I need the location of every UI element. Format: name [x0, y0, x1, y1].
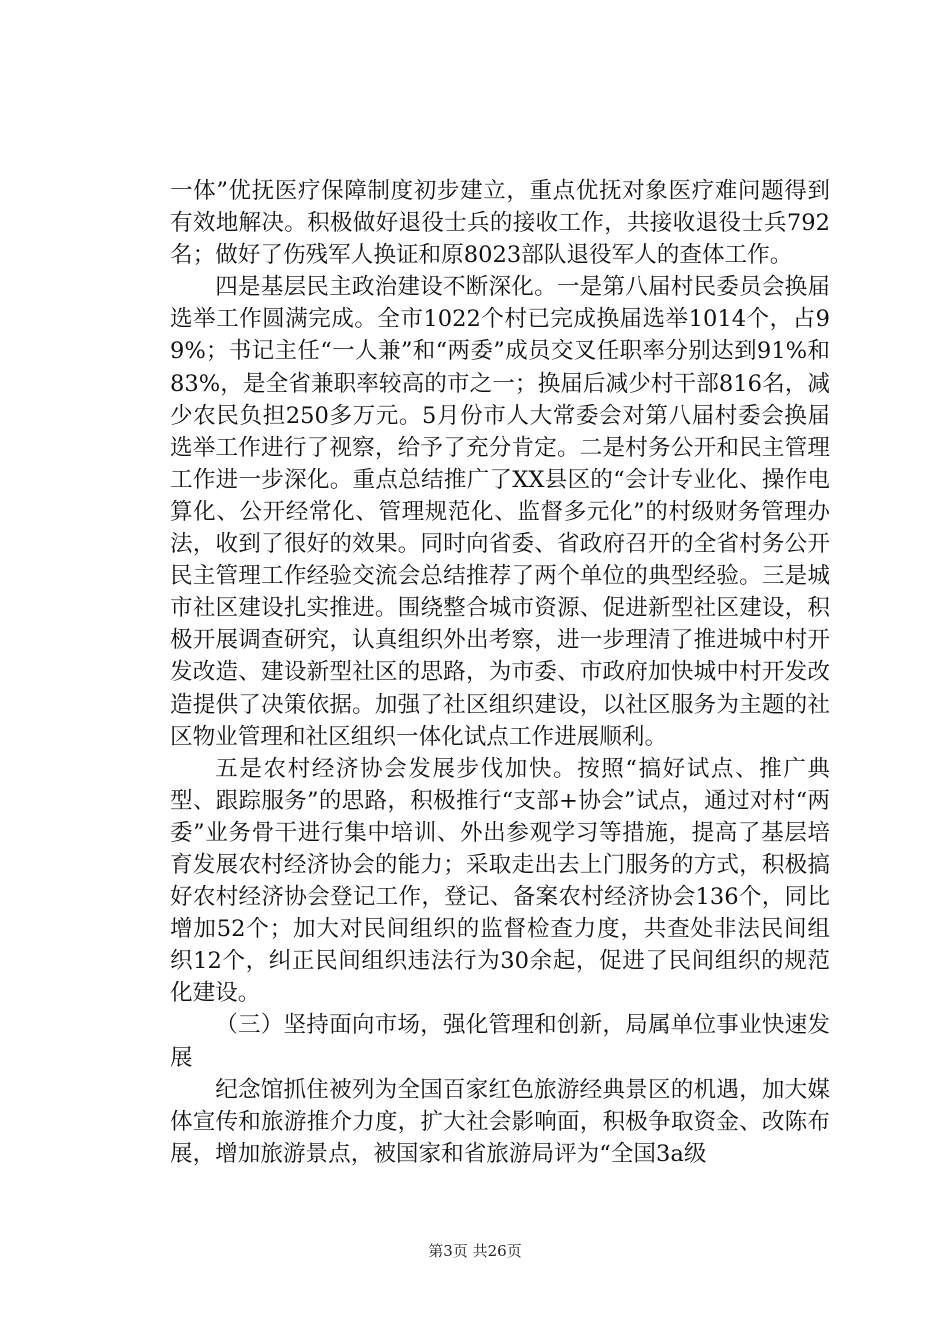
paragraph-memorial-hall: 纪念馆抓住被列为全国百家红色旅游经典景区的机遇，加大媒体宣传和旅游推介力度，扩大社会影响面，积极争取资金、改陈布展，增加旅游景点，被国家和省旅游局评为“全国3a级 — [170, 1076, 830, 1167]
paragraph-grassroots-democracy: 四是基层民主政治建设不断深化。一是第八届村民委员会换届选举工作圆满完成。全市1022个村已完成换届选举1014个，占99%；书记主任“一人兼”和“两委”成员交叉任职率分别达到91%和83%，是全省兼职率较高的市之一；换届后减少村干部816名，减少农民负担250多万元。5月份市人大常委会对第八届村委会换届选举工作进行了视察，给予了充分肯定。二是村务公开和民主管理工作进一步深化。重点总结推广了XX县区的“会计专业化、操作电算化、公开经常化、管理规范化、监督多元化”的村级财务管理办法，收到了很好的效果。同时向省委、省政府召开的全省村务公开民主管理工作经验交流会总结推荐了两个单位的典型经验。三是城市社区建设扎实推进。围绕整合城市资源、促进新型社区建设，积极开展调查研究，认真组织外出考察，进一步理清了推进城中村开发改造、建设新型社区的思路，为市委、市政府加快城中村开发改造提供了决策依据。加强了社区组织建设，以社区服务为主题的社区物业管理和社区组织一体化试点工作进展顺利。 — [170, 274, 830, 750]
paragraph-continued: 一体”优抚医疗保障制度初步建立，重点优抚对象医疗难问题得到有效地解决。积极做好退役士兵的接收工作，共接收退役士兵792名；做好了伤残军人换证和原8023部队退役军人的查体工作。 — [170, 178, 830, 269]
section-heading-3: （三）坚持面向市场，强化管理和创新，局属单位事业快速发展 — [170, 1012, 830, 1071]
document-body — [170, 175, 830, 1170]
page-number-footer: 第3页 共26页 — [428, 1242, 522, 1260]
paragraph-rural-economic-associations: 五是农村经济协会发展步伐加快。按照“搞好试点、推广典型、跟踪服务”的思路，积极推行“支部+协会”试点，通过对村“两委”业务骨干进行集中培训、外出参观学习等措施，提高了基层培育发展农村经济协会的能力；采取走出去上门服务的方式，积极搞好农村经济协会登记工作，登记、备案农村经济协会136个，同比增加52个；加大对民间组织的监督检查力度，共查处非法民间组织12个，纠正民间组织违法行为30余起，促进了民间组织的规范化建设。 — [170, 755, 830, 1007]
